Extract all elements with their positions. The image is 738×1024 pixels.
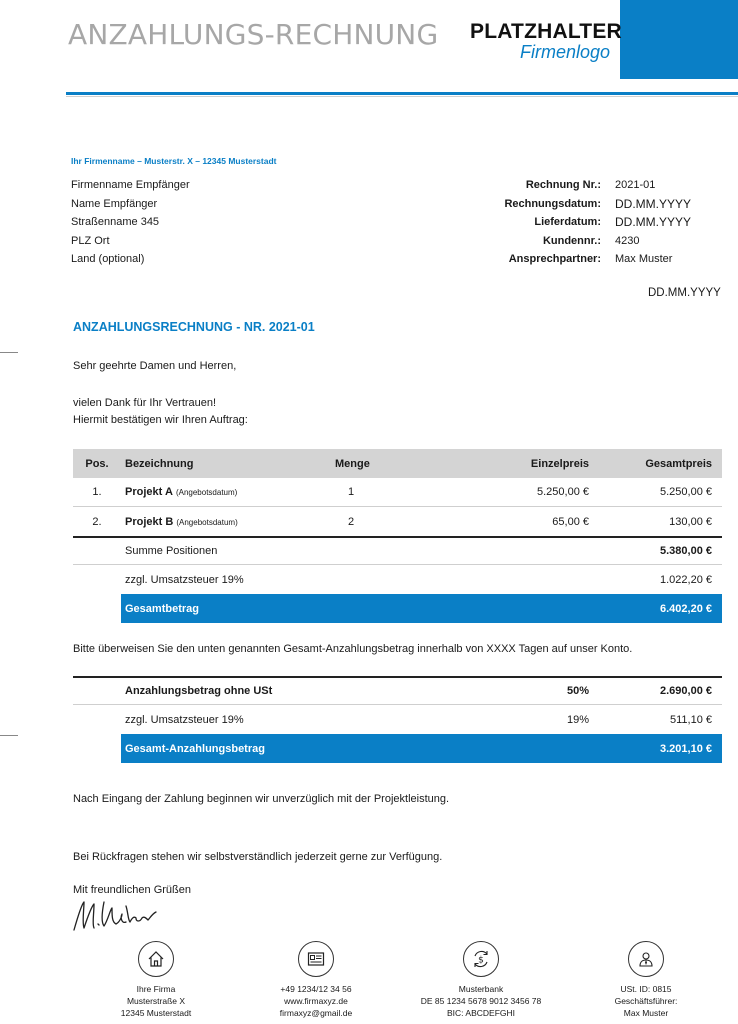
row-total: 130,00 € <box>669 515 712 528</box>
table-row <box>73 507 722 536</box>
footer-line: BIC: ABCDEFGHI <box>446 1008 515 1018</box>
row-note: (Angebotsdatum) <box>176 517 238 527</box>
recipient-address <box>71 176 190 269</box>
recipient-line: Name Empfänger <box>71 197 158 210</box>
header-pos: Pos. <box>85 457 109 470</box>
header-desc: Bezeichnung <box>125 457 194 470</box>
row-unit: 65,00 € <box>552 515 589 528</box>
greeting: Sehr geehrte Damen und Herren, <box>73 360 237 372</box>
recipient-line: Land (optional) <box>71 253 145 265</box>
tax-label: zzgl. Umsatzsteuer 19% <box>125 573 244 586</box>
meta-label: Ansprechpartner: <box>508 253 601 265</box>
row-name: Projekt B <box>125 515 174 528</box>
meta-label: Rechnung Nr.: <box>525 179 601 191</box>
grand-total-row <box>73 594 722 623</box>
row-name: Projekt A <box>125 486 173 498</box>
recipient-line: Firmenname Empfänger <box>71 179 190 191</box>
footer-line: Max Muster <box>623 1008 669 1018</box>
footer-line: firmaxyz@gmail.de <box>279 1008 353 1018</box>
row-qty: 2 <box>347 515 355 528</box>
row-total: 5.250,00 € <box>660 486 712 498</box>
footer-line: Ihre Firma <box>136 984 176 994</box>
footer-contact <box>256 941 376 1019</box>
grand-total-value: 6.402,20 € <box>660 602 712 615</box>
footer-tax <box>586 941 706 1019</box>
deposit-tax-label: zzgl. Umsatzsteuer 19% <box>125 713 244 726</box>
house-icon <box>138 941 174 977</box>
row-desc <box>121 486 335 498</box>
intro-line: vielen Dank für Ihr Vertrauen! <box>73 397 217 409</box>
transfer-instruction: Bitte überweisen Sie den unten genannten Gesamt-Anzahlungsbetrag innerhalb von XXXX Tagen auf unser Konto. <box>73 643 633 655</box>
deposit-total-bar <box>121 734 722 763</box>
signature-image <box>70 896 160 936</box>
meta-value: DD.MM.YYYY <box>615 196 692 211</box>
table-header <box>73 449 722 478</box>
intro-line: Hiermit bestätigen wir Ihren Auftrag: <box>73 414 248 426</box>
svg-text:$: $ <box>478 955 484 966</box>
deposit-tax-pct: 19% <box>566 713 589 726</box>
grand-total-bar <box>121 594 722 623</box>
grand-total-label: Gesamtbetrag <box>125 602 199 615</box>
meta-value: Max Muster <box>615 253 673 265</box>
footer-line: +49 1234/12 34 56 <box>280 984 352 994</box>
deposit-net-label: Anzahlungsbetrag ohne USt <box>125 685 273 697</box>
sum-value: 5.380,00 € <box>660 545 712 557</box>
meta-label: Rechnungsdatum: <box>504 197 601 210</box>
meta-value: DD.MM.YYYY <box>615 215 692 229</box>
footer-line: Musterstraße X <box>126 996 186 1006</box>
footer-line: www.firmaxyz.de <box>284 996 348 1006</box>
manager-icon <box>628 941 664 977</box>
footer-bank <box>406 941 556 1019</box>
meta-label: Lieferdatum: <box>534 216 601 228</box>
logo-sub-text: Firmenlogo <box>520 42 611 62</box>
footer-line: DE 85 1234 5678 9012 3456 78 <box>420 996 542 1006</box>
deposit-net-pct: 50% <box>566 685 589 697</box>
sum-label: Summe Positionen <box>125 545 218 557</box>
sender-line: Ihr Firmenname – Musterstr. X – 12345 Musterstadt <box>71 156 277 166</box>
positions-table <box>73 449 722 623</box>
recipient-line: PLZ Ort <box>71 234 110 247</box>
sum-row <box>73 536 722 565</box>
row-pos: 1. <box>92 486 102 498</box>
header-unit: Einzelpreis <box>530 457 589 470</box>
contact-card-icon <box>298 941 334 977</box>
row-pos: 2. <box>92 515 102 528</box>
table-row <box>73 478 722 507</box>
closing-line: Nach Eingang der Zahlung beginnen wir unverzüglich mit der Projektleistung. <box>73 793 450 805</box>
header-qty: Menge <box>335 457 370 470</box>
deposit-net-row <box>73 676 722 705</box>
deposit-total-value: 3.201,10 € <box>660 742 712 755</box>
footer-line: Geschäftsführer: <box>614 996 678 1006</box>
meta-value: 2021-01 <box>615 179 656 191</box>
row-qty: 1 <box>347 486 355 498</box>
invoice-meta <box>440 176 725 269</box>
deposit-net-value: 2.690,00 € <box>660 685 712 697</box>
fold-mark <box>0 735 18 736</box>
row-unit: 5.250,00 € <box>537 486 589 498</box>
header-total: Gesamtpreis <box>645 457 712 470</box>
recipient-line: Straßenname 345 <box>71 216 160 228</box>
deposit-tax-value: 511,10 € <box>669 713 712 726</box>
footer-line: USt. ID: 0815 <box>620 984 672 994</box>
money-exchange-icon <box>463 941 499 977</box>
logo-main-text: PLATZHALTER <box>470 20 622 43</box>
meta-value: 4230 <box>615 234 640 247</box>
deposit-table <box>73 676 722 763</box>
logo-block <box>620 0 738 79</box>
row-note: (Angebotsdatum) <box>175 488 238 497</box>
footer-line: 12345 Musterstadt <box>120 1008 192 1018</box>
deposit-tax-row <box>73 705 722 734</box>
row-desc <box>121 516 335 528</box>
fold-mark <box>0 352 18 353</box>
header-divider-thin <box>66 96 738 97</box>
deposit-total-label: Gesamt-Anzahlungsbetrag <box>125 742 265 755</box>
document-date: DD.MM.YYYY <box>648 287 721 299</box>
deposit-total-row <box>73 734 722 763</box>
document-title: ANZAHLUNGS-RECHNUNG <box>68 18 439 51</box>
footer-line: Musterbank <box>458 984 504 994</box>
tax-row <box>73 565 722 594</box>
regards: Mit freundlichen Grüßen <box>73 884 191 896</box>
tax-value: 1.022,20 € <box>660 573 712 586</box>
meta-label: Kundennr.: <box>542 234 601 247</box>
closing-line: Bei Rückfragen stehen wir selbstverständlich jederzeit gerne zur Verfügung. <box>73 851 443 863</box>
footer-company <box>96 941 216 1019</box>
header-divider <box>66 92 738 95</box>
invoice-heading: ANZAHLUNGSRECHNUNG - NR. 2021-01 <box>73 320 315 334</box>
